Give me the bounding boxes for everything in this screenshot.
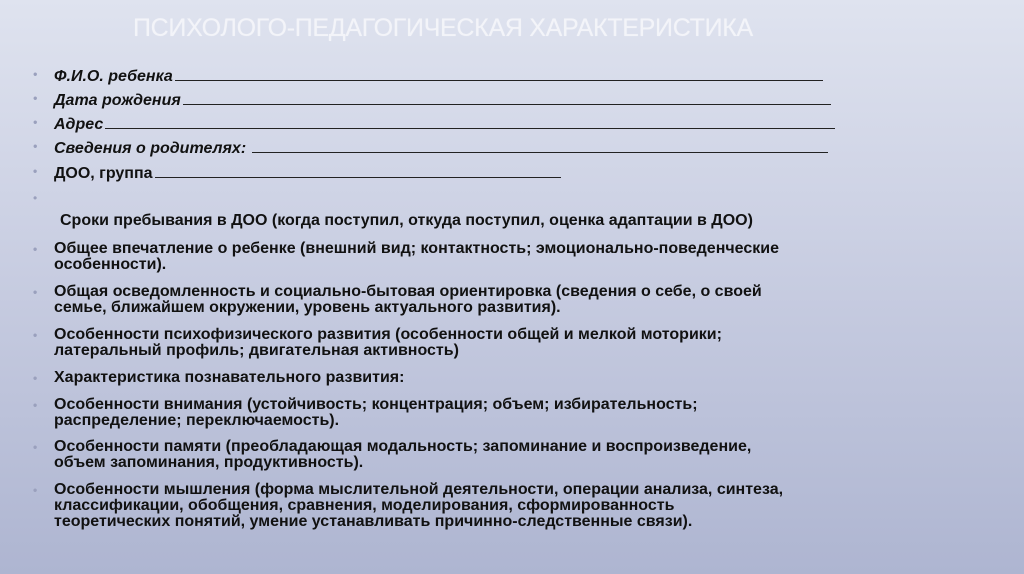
- item-line: распределение; переключаемость).: [54, 412, 340, 429]
- item-line: теоретических понятий, умение устанавливать причинно-следственные связи).: [54, 513, 693, 530]
- item-line: объем запоминания, продуктивность).: [54, 454, 364, 471]
- list-item: [33, 326, 722, 359]
- item-line: Характеристика познавательного развития:: [54, 369, 405, 386]
- item-line: особенности).: [54, 256, 167, 273]
- bullet-icon: •: [33, 191, 38, 205]
- form-field-label: Сведения о родителях:: [54, 140, 247, 157]
- fill-in-line[interactable]: [105, 114, 835, 129]
- item-line: классификации, обобщения, сравнения, моделирования, сформированность: [54, 497, 675, 514]
- list-item: [33, 481, 784, 530]
- bullet-icon: •: [33, 371, 38, 385]
- form-field-fio: [33, 66, 823, 85]
- list-item: [33, 283, 762, 316]
- item-line: Особенности памяти (преобладающая модальность; запоминание и воспроизведение,: [54, 438, 752, 455]
- bullet-icon: •: [33, 483, 38, 497]
- bullet-icon: •: [33, 242, 38, 256]
- bullet-icon: •: [33, 285, 38, 299]
- list-item: [33, 396, 698, 429]
- list-item: [60, 213, 753, 229]
- bullet-icon: •: [33, 91, 38, 105]
- form-field-group: [33, 163, 561, 182]
- bullet-icon: •: [33, 115, 38, 129]
- item-line: семье, ближайшем окружении, уровень актуального развития).: [54, 299, 561, 316]
- form-field-parents: [33, 138, 828, 157]
- form-field-label: Ф.И.О. ребенка: [54, 68, 173, 85]
- fill-in-line[interactable]: [183, 90, 831, 105]
- bullet-icon: •: [33, 139, 38, 153]
- item-line: Сроки пребывания в ДОО (когда поступил, откуда поступил, оценка адаптации в ДОО): [60, 212, 753, 229]
- bullet-icon: •: [33, 398, 38, 412]
- bullet-icon: •: [33, 328, 38, 342]
- form-field-label: Дата рождения: [54, 92, 181, 109]
- item-line: Особенности мышления (форма мыслительной деятельности, операции анализа, синтеза,: [54, 481, 784, 498]
- item-line: Общее впечатление о ребенке (внешний вид; контактность; эмоционально-поведенческие: [54, 240, 779, 257]
- form-field-birthdate: [33, 90, 831, 109]
- list-item: [33, 240, 779, 273]
- item-line: Особенности внимания (устойчивость; концентрация; объем; избирательность;: [54, 396, 698, 413]
- item-line: латеральный профиль; двигательная активность): [54, 342, 459, 359]
- bullet-icon: •: [33, 440, 38, 454]
- list-item: [33, 369, 405, 386]
- fill-in-line[interactable]: [175, 66, 823, 81]
- form-field-label: Адрес: [54, 116, 104, 133]
- fill-in-line[interactable]: [155, 163, 561, 178]
- list-item: [33, 438, 752, 471]
- bullet-icon: •: [33, 67, 38, 81]
- form-field-address: [33, 114, 835, 133]
- item-line: Общая осведомленность и социально-бытовая ориентировка (сведения о себе, о своей: [54, 283, 762, 300]
- item-line: Особенности психофизического развития (особенности общей и мелкой моторики;: [54, 326, 722, 343]
- bullet-icon: •: [33, 164, 38, 178]
- fill-in-line[interactable]: [252, 138, 828, 153]
- slide-title: ПСИХОЛОГО-ПЕДАГОГИЧЕСКАЯ ХАРАКТЕРИСТИКА: [133, 14, 753, 42]
- form-field-label: ДОО, группа: [54, 165, 153, 182]
